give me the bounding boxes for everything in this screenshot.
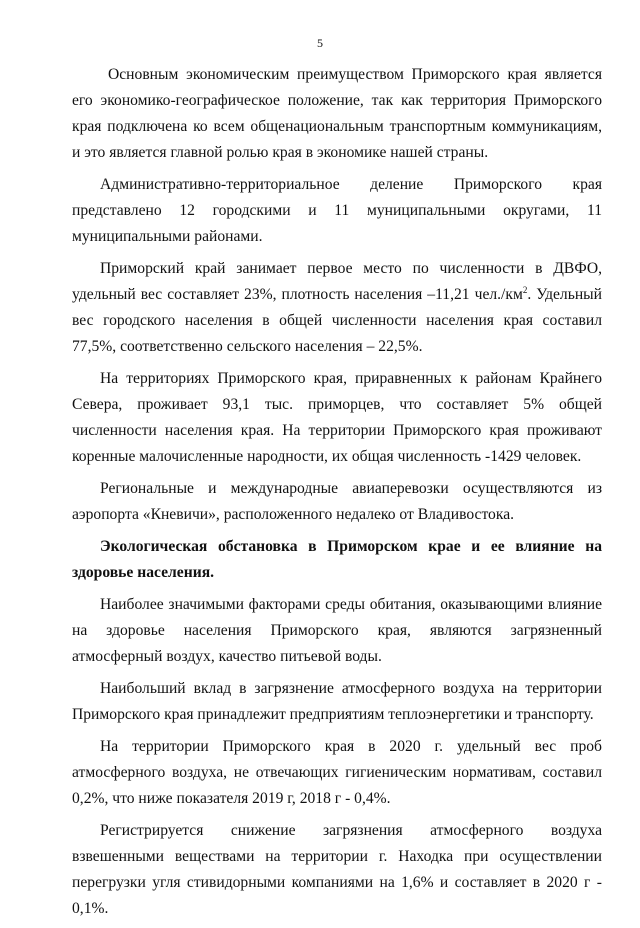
- paragraph-air-samples: На территории Приморского края в 2020 г. удельный вес проб атмосферного воздуха, не отвечающих гигиеническим нормативам, составил 0,2%, что ниже показателя 2019 г, 2018 г - 0,4%.: [72, 738, 602, 807]
- density-text-after: . Удельный вес городского населения в общей численности населения края составил 77,5%, соответственно сельского населения – 22,5%.: [72, 286, 602, 355]
- paragraph-air-transport: Региональные и международные авиаперевозки осуществляются из аэропорта «Кневичи», расположенного недалеко от Владивостока.: [72, 480, 602, 523]
- paragraph-population-density: [72, 256, 602, 360]
- paragraph-economic-advantage: Основным экономическим преимуществом Приморского края является его экономико-географическое положение, так как территория Приморского края подключена ко всем общенациональным транспортным коммуникациям, и это является главной ролью края в экономике нашей страны.: [72, 66, 602, 161]
- section-heading-ecology: Экологическая обстановка в Приморском крае и ее влияние на здоровье населения.: [72, 538, 602, 581]
- paragraph-pollution-contributors: Наибольший вклад в загрязнение атмосферного воздуха на территории Приморского края принадлежит предприятиям теплоэнергетики и транспорту.: [72, 680, 602, 723]
- density-text-before: Приморский край занимает первое место по численности в ДВФО, удельный вес составляет 23%, плотность населения –11,21 чел./км: [72, 260, 602, 303]
- density-superscript: 2: [522, 284, 528, 295]
- paragraph-environment-factors: Наиболее значимыми факторами среды обитания, оказывающими влияние на здоровье населения Приморского края, являются загрязненный атмосферный воздух, качество питьевой воды.: [72, 596, 602, 665]
- paragraph-nakhodka: Регистрируется снижение загрязнения атмосферного воздуха взвешенными веществами на территории г. Находка при осуществлении перегрузки угля стивидорными компаниями на 1,6% и составляет в 2020 г - 0,1%.: [72, 822, 602, 917]
- document-body: [72, 62, 602, 928]
- paragraph-administrative-division: Административно-территориальное деление Приморского края представлено 12 городскими и 11 муниципальными округами, 11 муниципальными районами.: [72, 176, 602, 245]
- paragraph-far-north: На территориях Приморского края, приравненных к районам Крайнего Севера, проживает 93,1 тыс. приморцев, что составляет 5% общей численности населения края. На территории Приморского края проживают коренные малочисленные народности, их общая численность -1429 человек.: [72, 370, 602, 465]
- page-number: 5: [317, 36, 323, 50]
